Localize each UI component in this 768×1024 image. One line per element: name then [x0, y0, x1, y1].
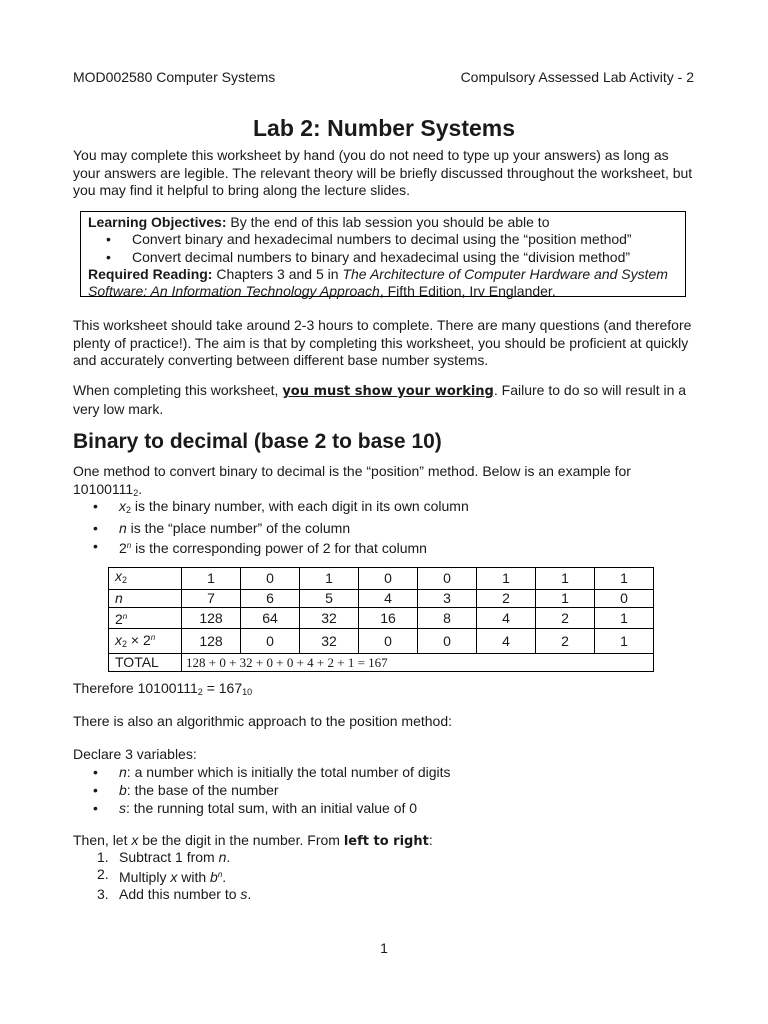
method-intro-paragraph: One method to convert binary to decimal is the “position” method. Below is an example for $10100111_2$. [73, 463, 631, 498]
row-label-2n: 2$^n$ [109, 608, 182, 629]
page-title: Lab 2: Number Systems [252, 115, 516, 141]
list-item: 2. Multiply x with $b^n$. [97, 866, 227, 885]
bullet-icon: • [106, 248, 111, 265]
declare-paragraph: Declare 3 variables: [73, 746, 197, 762]
intro-paragraph: You may complete this worksheet by hand (you do not need to type up your answers) as long as your answers are legible. The relevant theory will be briefly discussed throughout the worksheet, but you may find it helpful to bring along the lecture slides. [73, 147, 693, 198]
duration-paragraph: This worksheet should take around 2-3 hours to complete. There are many questions (and therefore plenty of practice!). The aim is that by completing this worksheet, you should be proficient at quickly and accurately converting between different base number systems. [73, 317, 692, 368]
bullet-icon: • [106, 231, 111, 248]
textbook-title: The Architecture of Computer Hardware and System Software: An Information Technology Approach [88, 265, 668, 300]
table-row: $x_2 \times 2^n$ 128 0 32 0 0 4 2 1 [109, 629, 654, 654]
required-reading: Required Reading: Chapters 3 and 5 in The Architecture of Computer Hardware and System Software: An Information Technology Approach, Fifth Edition, Irv Englander. [88, 265, 668, 300]
page-number: 1 [380, 940, 388, 956]
therefore-line: Therefore $10100111_2 = 167_{10}$ [73, 680, 253, 697]
table-row: $x_2$ 1 0 1 0 0 1 1 1 [109, 568, 654, 590]
working-paragraph: When completing this worksheet, you must show your working. Failure to do so will result in a very low mark. [73, 382, 687, 417]
bullet-icon: • [93, 520, 98, 536]
position-method-table [108, 567, 654, 672]
table-row [109, 654, 654, 672]
list-item: 3. Add this number to s. [97, 886, 252, 902]
header-activity-title: Compulsory Assessed Lab Activity - 2 [460, 69, 694, 85]
list-item: 1. Subtract 1 from n. [97, 849, 231, 865]
row-label-n: n [109, 590, 182, 608]
learning-objectives-box [80, 211, 686, 300]
list-item: • s: the running total sum, with an initial value of 0 [93, 800, 418, 816]
bullet-icon: • [93, 800, 98, 816]
list-item: • 2$^n$ is the corresponding power of 2 for that column [93, 538, 427, 556]
table-row: n 7 6 5 4 3 2 1 0 [109, 590, 654, 608]
header-module-code: MOD002580 Computer Systems [73, 69, 276, 85]
row-label-x2: $x_2$ [109, 568, 182, 590]
steps-list [73, 849, 251, 903]
row-label-product: $x_2 \times 2^n$ [109, 629, 182, 654]
list-item: • $x_2$ is the binary number, with each digit in its own column [93, 498, 469, 515]
then-paragraph: Then, let x be the digit in the number. From left to right: [73, 832, 433, 849]
algorithmic-paragraph: There is also an algorithmic approach to the position method: [73, 713, 452, 729]
objective-item: • Convert binary and hexadecimal numbers to decimal using the “position method” [106, 231, 632, 248]
variables-list [73, 763, 451, 817]
objectives-heading: Learning Objectives: By the end of this lab session you should be able to [88, 214, 550, 230]
bullet-icon: • [93, 538, 98, 554]
bullet-icon: • [93, 498, 98, 514]
section-heading: Binary to decimal (base 2 to base 10) [73, 430, 442, 453]
legend-list [73, 497, 469, 557]
bullet-icon: • [93, 764, 98, 780]
table-row: 2$^n$ 128 64 32 16 8 4 2 1 [109, 608, 654, 629]
list-item: • n: a number which is initially the total number of digits [93, 764, 451, 780]
objective-item: • Convert decimal numbers to binary and hexadecimal using the “division method” [106, 248, 631, 265]
total-value: 128 + 0 + 32 + 0 + 0 + 4 + 2 + 1 = 167 [182, 654, 654, 672]
emphasis-show-working: you must show your working [282, 384, 494, 399]
bullet-icon: • [93, 782, 98, 798]
list-item: • b: the base of the number [93, 782, 279, 798]
row-label-total: TOTAL [109, 654, 182, 672]
list-item: • n is the “place number” of the column [93, 520, 351, 536]
